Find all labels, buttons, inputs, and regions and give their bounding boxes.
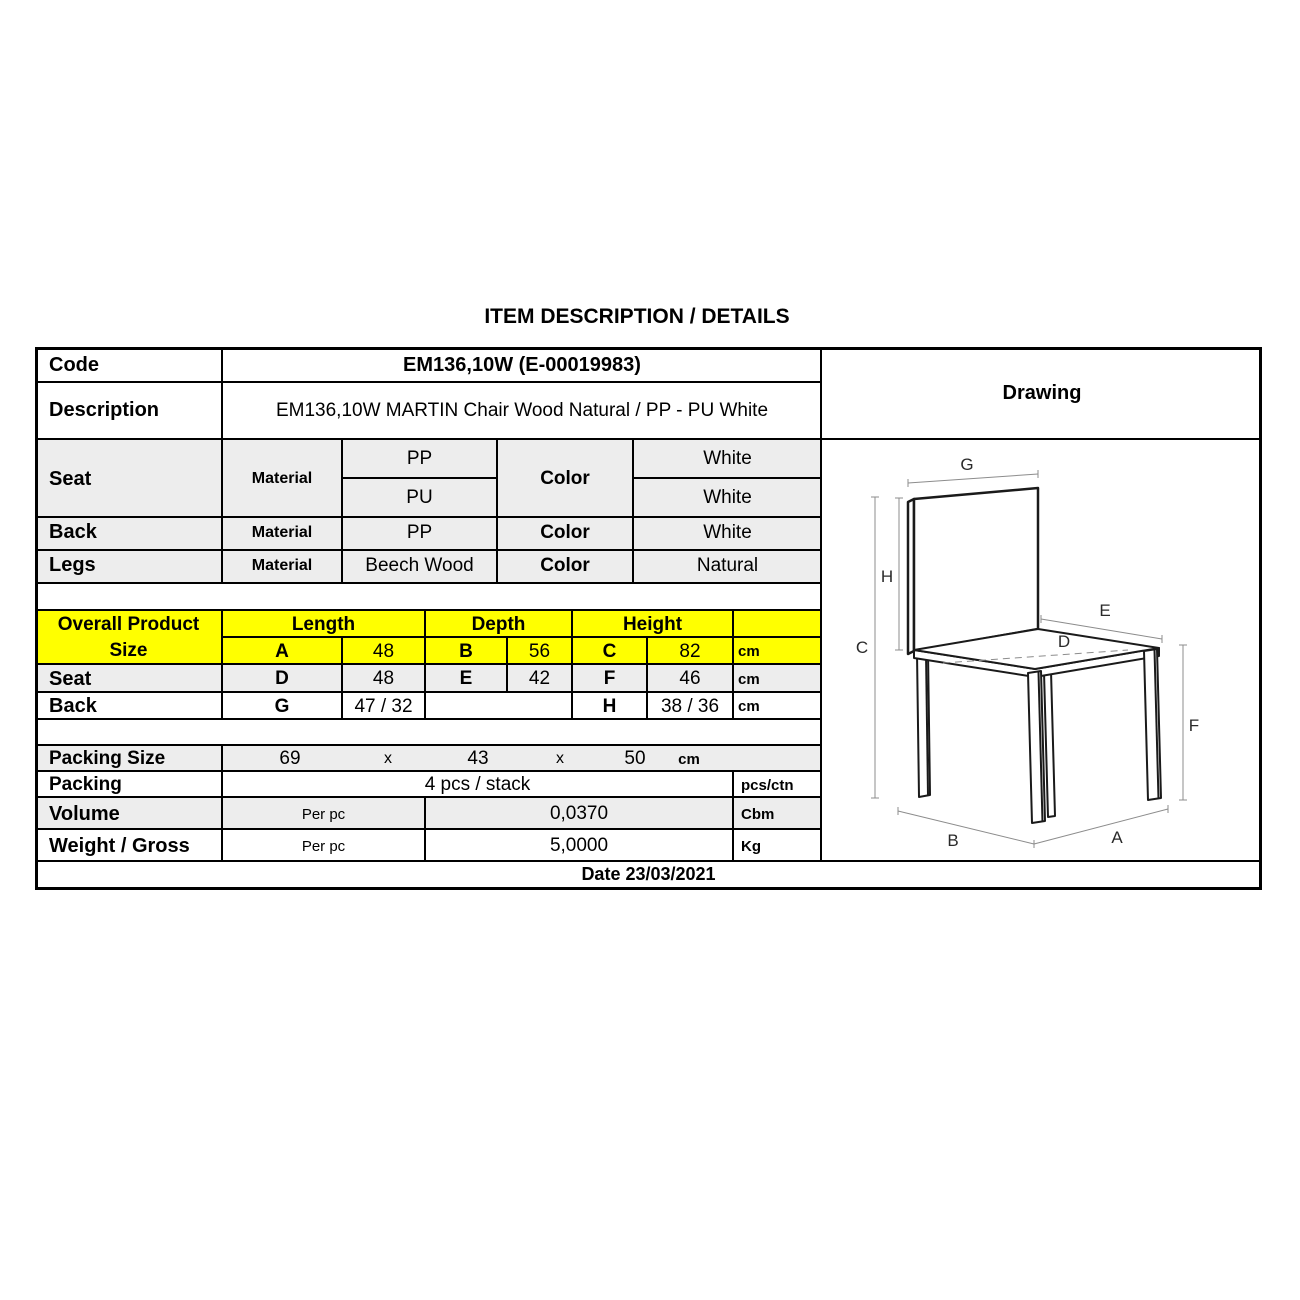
chair-drawing [822, 440, 1262, 860]
dim-label-e: E [1099, 601, 1111, 620]
seat-length-key: D [275, 668, 289, 689]
back-size-label: Back [49, 695, 97, 717]
date-stamp: Date 23/03/2021 [581, 864, 716, 884]
seat-length-value: 48 [372, 668, 395, 689]
back-color: White [703, 521, 752, 543]
dim-label-c: C [855, 638, 869, 657]
packing-size-label: Packing Size [49, 748, 166, 769]
length-header: Length [291, 613, 356, 635]
weight-value: 5,0000 [549, 835, 609, 856]
seat-color-label: Color [540, 468, 590, 489]
dim-label-f: F [1188, 716, 1200, 735]
back-length-key: G [274, 695, 290, 717]
dim-label-a: A [1111, 828, 1123, 847]
height-header: Height [622, 613, 683, 635]
packing-label: Packing [49, 774, 122, 795]
back-size-unit: cm [738, 698, 760, 715]
packing-size-v1: 69 [279, 748, 301, 769]
back-length-value: 47 / 32 [354, 695, 413, 717]
seat-depth-key: E [459, 668, 473, 689]
packing-unit: pcs/ctn [741, 776, 794, 794]
back-label: Back [49, 521, 97, 543]
volume-value: 0,0370 [549, 803, 609, 824]
seat-color-bottom: White [703, 487, 752, 508]
volume-unit: Cbm [741, 805, 775, 823]
dim-label-d: D [1057, 632, 1071, 651]
size-corner-line1: Overall Product [57, 614, 200, 635]
description-label: Description [49, 399, 160, 421]
code-value: EM136,10W (E-00019983) [403, 353, 641, 376]
back-color-label: Color [540, 521, 590, 543]
packing-size-x2: x [556, 750, 564, 767]
chair-backrest [908, 488, 1038, 654]
packing-size-v3: 50 [624, 748, 646, 769]
packing-value: 4 pcs / stack [424, 774, 531, 795]
weight-unit: Kg [741, 837, 761, 855]
seat-color-top: White [703, 448, 752, 469]
dim-label-h: H [880, 567, 894, 586]
seat-height-key: F [603, 668, 616, 689]
depth-header: Depth [471, 613, 526, 635]
back-material-label: Material [251, 523, 313, 541]
legs-material: Beech Wood [365, 554, 474, 576]
seat-size-label: Seat [49, 667, 92, 690]
seat-material-bottom: PU [406, 487, 433, 508]
overall-depth-value: 56 [528, 640, 551, 662]
dim-label-g: G [960, 455, 974, 474]
dim-label-b: B [947, 831, 959, 850]
seat-depth-value: 42 [528, 668, 551, 689]
volume-basis: Per pc [301, 805, 346, 823]
page-title: ITEM DESCRIPTION / DETAILS [484, 305, 790, 328]
size-corner-cell [35, 611, 222, 665]
legs-color: Natural [696, 554, 759, 576]
overall-length-key: A [275, 640, 289, 662]
description-value: EM136,10W MARTIN Chair Wood Natural / PP - PU White [275, 399, 769, 421]
back-height-key: H [602, 695, 617, 717]
packing-size-x1: x [384, 750, 392, 767]
size-corner-line2: Size [109, 640, 148, 661]
seat-height-value: 46 [679, 668, 701, 689]
seat-material-label: Material [251, 470, 313, 487]
packing-size-unit: cm [678, 750, 700, 768]
overall-height-key: C [602, 640, 617, 662]
packing-size-v2: 43 [467, 748, 489, 769]
volume-label: Volume [49, 802, 120, 825]
legs-color-label: Color [540, 554, 590, 576]
code-label: Code [49, 353, 99, 376]
overall-height-value: 82 [679, 640, 701, 662]
weight-basis: Per pc [301, 837, 346, 855]
seat-size-unit: cm [738, 670, 760, 688]
back-material: PP [406, 521, 433, 543]
seat-label: Seat [49, 467, 92, 490]
weight-label: Weight / Gross [49, 834, 190, 857]
overall-unit: cm [738, 643, 760, 660]
overall-length-value: 48 [372, 640, 395, 662]
drawing-header: Drawing [1002, 382, 1082, 404]
legs-material-label: Material [251, 556, 313, 574]
overall-depth-key: B [459, 640, 473, 662]
back-height-value: 38 / 36 [660, 695, 720, 717]
seat-material-top: PP [406, 448, 433, 469]
legs-label: Legs [49, 554, 96, 576]
grid-line [35, 582, 822, 584]
